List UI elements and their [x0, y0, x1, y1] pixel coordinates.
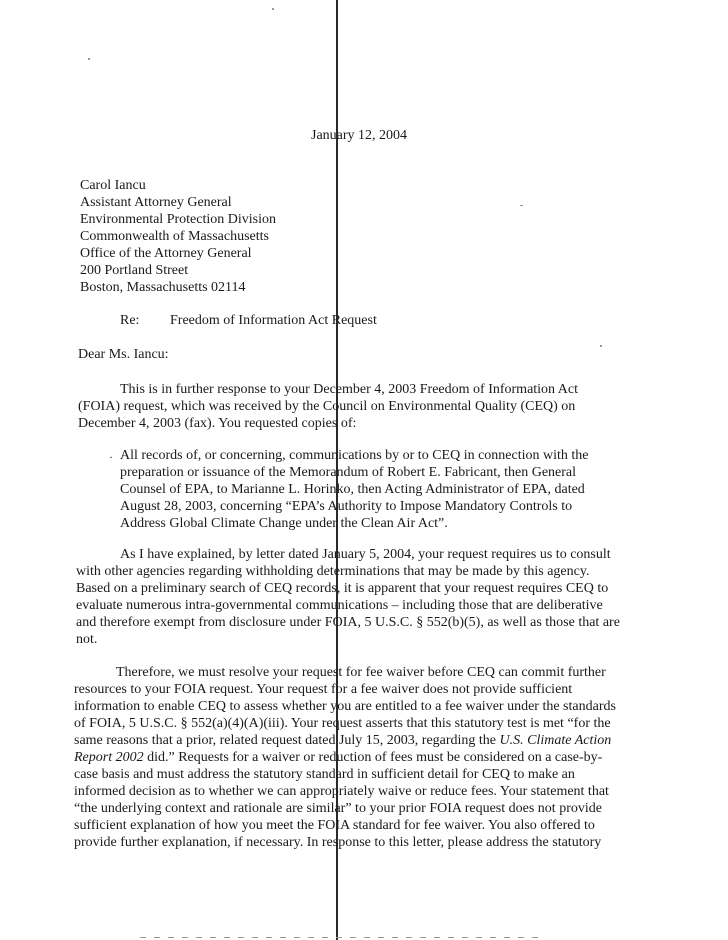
- paragraph-line: [74, 749, 602, 766]
- paragraph-text: same reasons that a prior, related request dated July 15, 2003, regarding the: [74, 733, 500, 748]
- scan-bottom-edge: [140, 937, 540, 938]
- paragraph-line: Therefore, we must resolve your request for fee waiver before CEQ can commit further: [116, 665, 606, 680]
- recipient-street: 200 Portland Street: [80, 263, 189, 278]
- subject-line: Freedom of Information Act Request: [170, 313, 377, 328]
- paragraph-line: (FOIA) request, which was received by the Council on Environmental Quality (CEQ) on: [78, 399, 576, 414]
- quote-line: preparation or issuance of the Memorandum of Robert E. Fabricant, then General: [120, 465, 577, 480]
- recipient-office: Office of the Attorney General: [80, 246, 252, 261]
- quote-line: All records of, or concerning, communications by or to CEQ in connection with the: [120, 448, 589, 463]
- recipient-city: Boston, Massachusetts 02114: [80, 280, 246, 295]
- recipient-state: Commonwealth of Massachusetts: [80, 229, 269, 244]
- report-title-italic: U.S. Climate Action: [499, 733, 612, 748]
- paragraph-text: did.” Requests for a waiver or reduction of fees must be considered on a case-by-: [143, 750, 603, 765]
- paragraph-line: of FOIA, 5 U.S.C. § 552(a)(4)(A)(iii). Your request asserts that this statutory test is met “for the: [74, 716, 611, 731]
- paragraph-line: informed decision as to whether we can appropriately waive or reduce fees. Your statement that: [74, 784, 609, 799]
- paragraph-line: evaluate numerous intra-governmental communications – including those that are deliberative: [76, 598, 603, 613]
- bullet-glyph: ·: [109, 450, 113, 464]
- quote-line: August 28, 2003, concerning “EPA’s Authority to Impose Mandatory Controls to: [120, 499, 573, 514]
- quote-line: Counsel of EPA, to Marianne L. Horinko, then Acting Administrator of EPA, dated: [120, 482, 585, 497]
- paragraph-line: resources to your FOIA request. Your request for a fee waiver does not provide sufficient: [74, 682, 573, 697]
- scan-speck: [272, 8, 274, 10]
- paragraph-line: provide further explanation, if necessary. In response to this letter, please address the statutory: [74, 835, 602, 850]
- paragraph-line: information to enable CEQ to assess whether you are entitled to a fee waiver under the standards: [74, 699, 616, 714]
- paragraph-line: not.: [76, 632, 98, 647]
- paragraph-line: case basis and must address the statutory standard in sufficient detail for CEQ to make an: [74, 767, 575, 782]
- recipient-division: Environmental Protection Division: [80, 212, 276, 227]
- paragraph-line: “the underlying context and rationale are similar” to your prior FOIA request does not provide: [74, 801, 602, 816]
- paragraph-line: Based on a preliminary search of CEQ records, it is apparent that your request requires CEQ to: [76, 581, 609, 596]
- report-title-italic: Report 2002: [74, 750, 144, 765]
- salutation: Dear Ms. Iancu:: [78, 347, 169, 362]
- scan-speck: [520, 205, 523, 206]
- recipient-title: Assistant Attorney General: [80, 195, 232, 210]
- paragraph-line: sufficient explanation of how you meet the FOIA standard for fee waiver. You also offered to: [74, 818, 595, 833]
- scan-speck: [88, 58, 90, 60]
- paragraph-line: with other agencies regarding withholding determinations that may be made by this agency.: [76, 564, 590, 579]
- paragraph-line: As I have explained, by letter dated January 5, 2004, your request requires us to consult: [120, 547, 611, 562]
- recipient-name: Carol Iancu: [80, 178, 146, 193]
- paragraph-line: This is in further response to your December 4, 2003 Freedom of Information Act: [120, 382, 579, 397]
- subject-label: Re:: [120, 313, 140, 328]
- scan-speck: [600, 345, 602, 347]
- paragraph-line: December 4, 2003 (fax). You requested copies of:: [78, 416, 357, 431]
- quote-line: Address Global Climate Change under the Clean Air Act”.: [120, 516, 448, 531]
- paragraph-line: [74, 732, 611, 749]
- letter-date: January 12, 2004: [311, 128, 408, 143]
- paragraph-line: and therefore exempt from disclosure under FOIA, 5 U.S.C. § 552(b)(5), as well as those that are: [76, 615, 620, 630]
